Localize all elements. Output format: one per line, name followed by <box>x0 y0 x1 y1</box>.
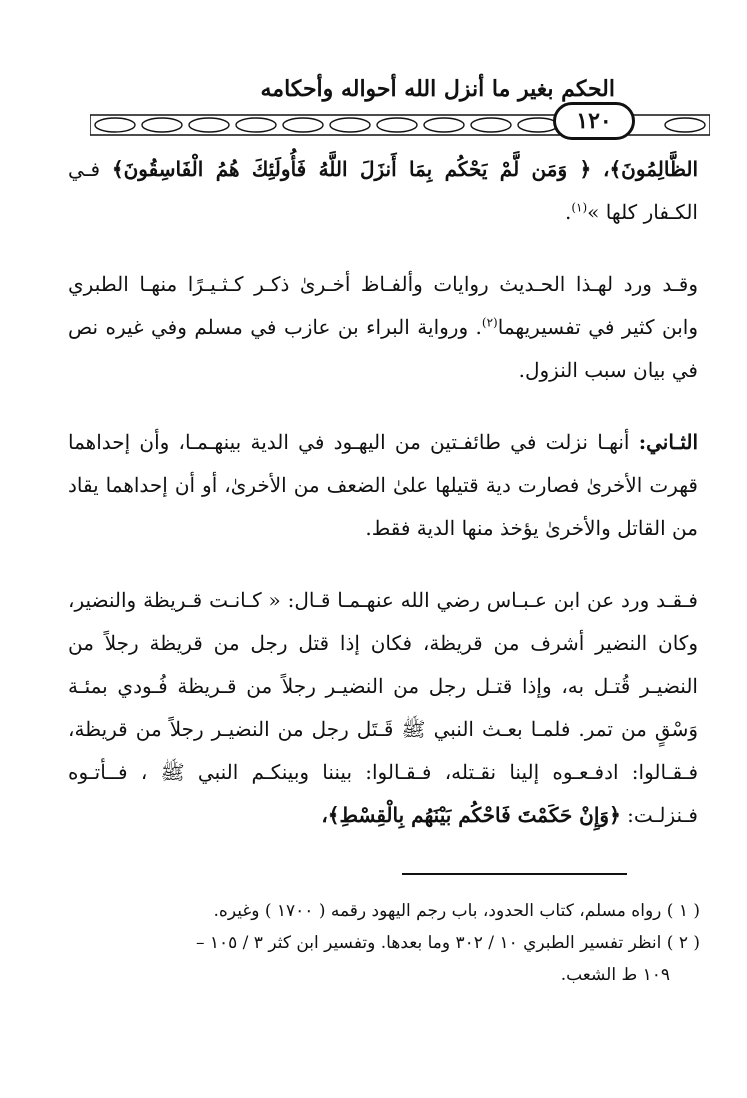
paragraph-3-lead: الثـاني: <box>638 430 699 454</box>
paragraph-2-text-a: وقـد ورد لهـذا الحـديث روايات وألفـاظ أخـرىٰ ذكـر كـثـيـرًا منهـا الطبري وابن كثير في تفسيريهما <box>68 272 698 339</box>
paragraph-2-text-b: . ورواية البراء بن عازب في مسلم وفي غيره نص في بيان سبب النزول. <box>68 315 698 382</box>
paragraph-1-text: فـي <box>68 157 101 181</box>
paragraph-2 <box>68 263 698 392</box>
paragraph-4 <box>68 579 698 837</box>
paragraph-3-text: أنهـا نزلت في طائفـتين من اليهـود في الدية بينهـمـا، وأن إحداهما قهرت الأخرىٰ فصارت دية قتيلها علىٰ الضعف من الأخرىٰ، أو أن إحداهما يقاد من القاتل والأخرىٰ يؤخذ منها الدية فقط. <box>68 430 698 540</box>
paragraph-1-end: . <box>564 200 572 224</box>
footnote-2: ( ٢ ) انظر تفسير الطبري ١٠ / ٣٠٢ وما بعدها. وتفسير ابن كثر ٣ / ١٠٥ – <box>195 933 700 953</box>
page-body <box>68 148 698 837</box>
quran-verse-1: ﴿ وَمَن لَّمْ يَحْكُم بِمَا أَنزَلَ اللَّهُ فَأُولَئِكَ هُمُ الْفَاسِقُونَ﴾ <box>111 157 592 181</box>
quran-fragment-1: الظَّالِمُونَ﴾، <box>603 157 698 181</box>
footnote-divider <box>402 873 627 875</box>
footnote-2-continued: ١٠٩ ط الشعب. <box>560 965 670 985</box>
footnote-1: ( ١ ) رواه مسلم، كتاب الحدود، باب رجم اليهود رقمه ( ١٧٠٠ ) وغيره. <box>213 901 700 921</box>
quran-verse-2: ﴿وَإِنْ حَكَمْتَ فَاحْكُم بَيْنَهُم بِالْقِسْطِ﴾، <box>321 803 621 827</box>
footnotes <box>75 895 700 991</box>
page-number: ١٢٠ <box>576 108 612 134</box>
footnote-ref-1: (١) <box>571 200 588 215</box>
page-number-badge <box>553 102 635 140</box>
footnote-ref-2: (٢) <box>481 315 498 330</box>
paragraph-3 <box>68 421 698 550</box>
paragraph-4-text: فـقـد ورد عن ابن عـبـاس رضي الله عنهـمـا قـال: « كـانـت قـريظة والنضير، وكان النضير أشرف من قريظة، فكان إذا قتل رجل من قريظة رجلاً من النضيـر قُتـل به، وإذا قتـل رجل من النضيـر رجلاً من قـريظة فُـودي بمئـة وَسْقٍ من تمر. فلمـا بعـث النبي ﷺ قَـتَل رجل من النضيـر رجلاً من قريظة، فـقـالوا: ادفـعـوه إلينا نقـتله، فـقـالوا: بيننا وبينكـم النبي ﷺ ، فــأتـوه فـنزلـت: <box>68 588 698 827</box>
paragraph-1 <box>68 148 698 234</box>
running-header-title: الحكم بغير ما أنزل الله أحواله وأحكامه <box>260 76 615 102</box>
paragraph-1-text-2: الكـفار كلها » <box>587 200 698 224</box>
